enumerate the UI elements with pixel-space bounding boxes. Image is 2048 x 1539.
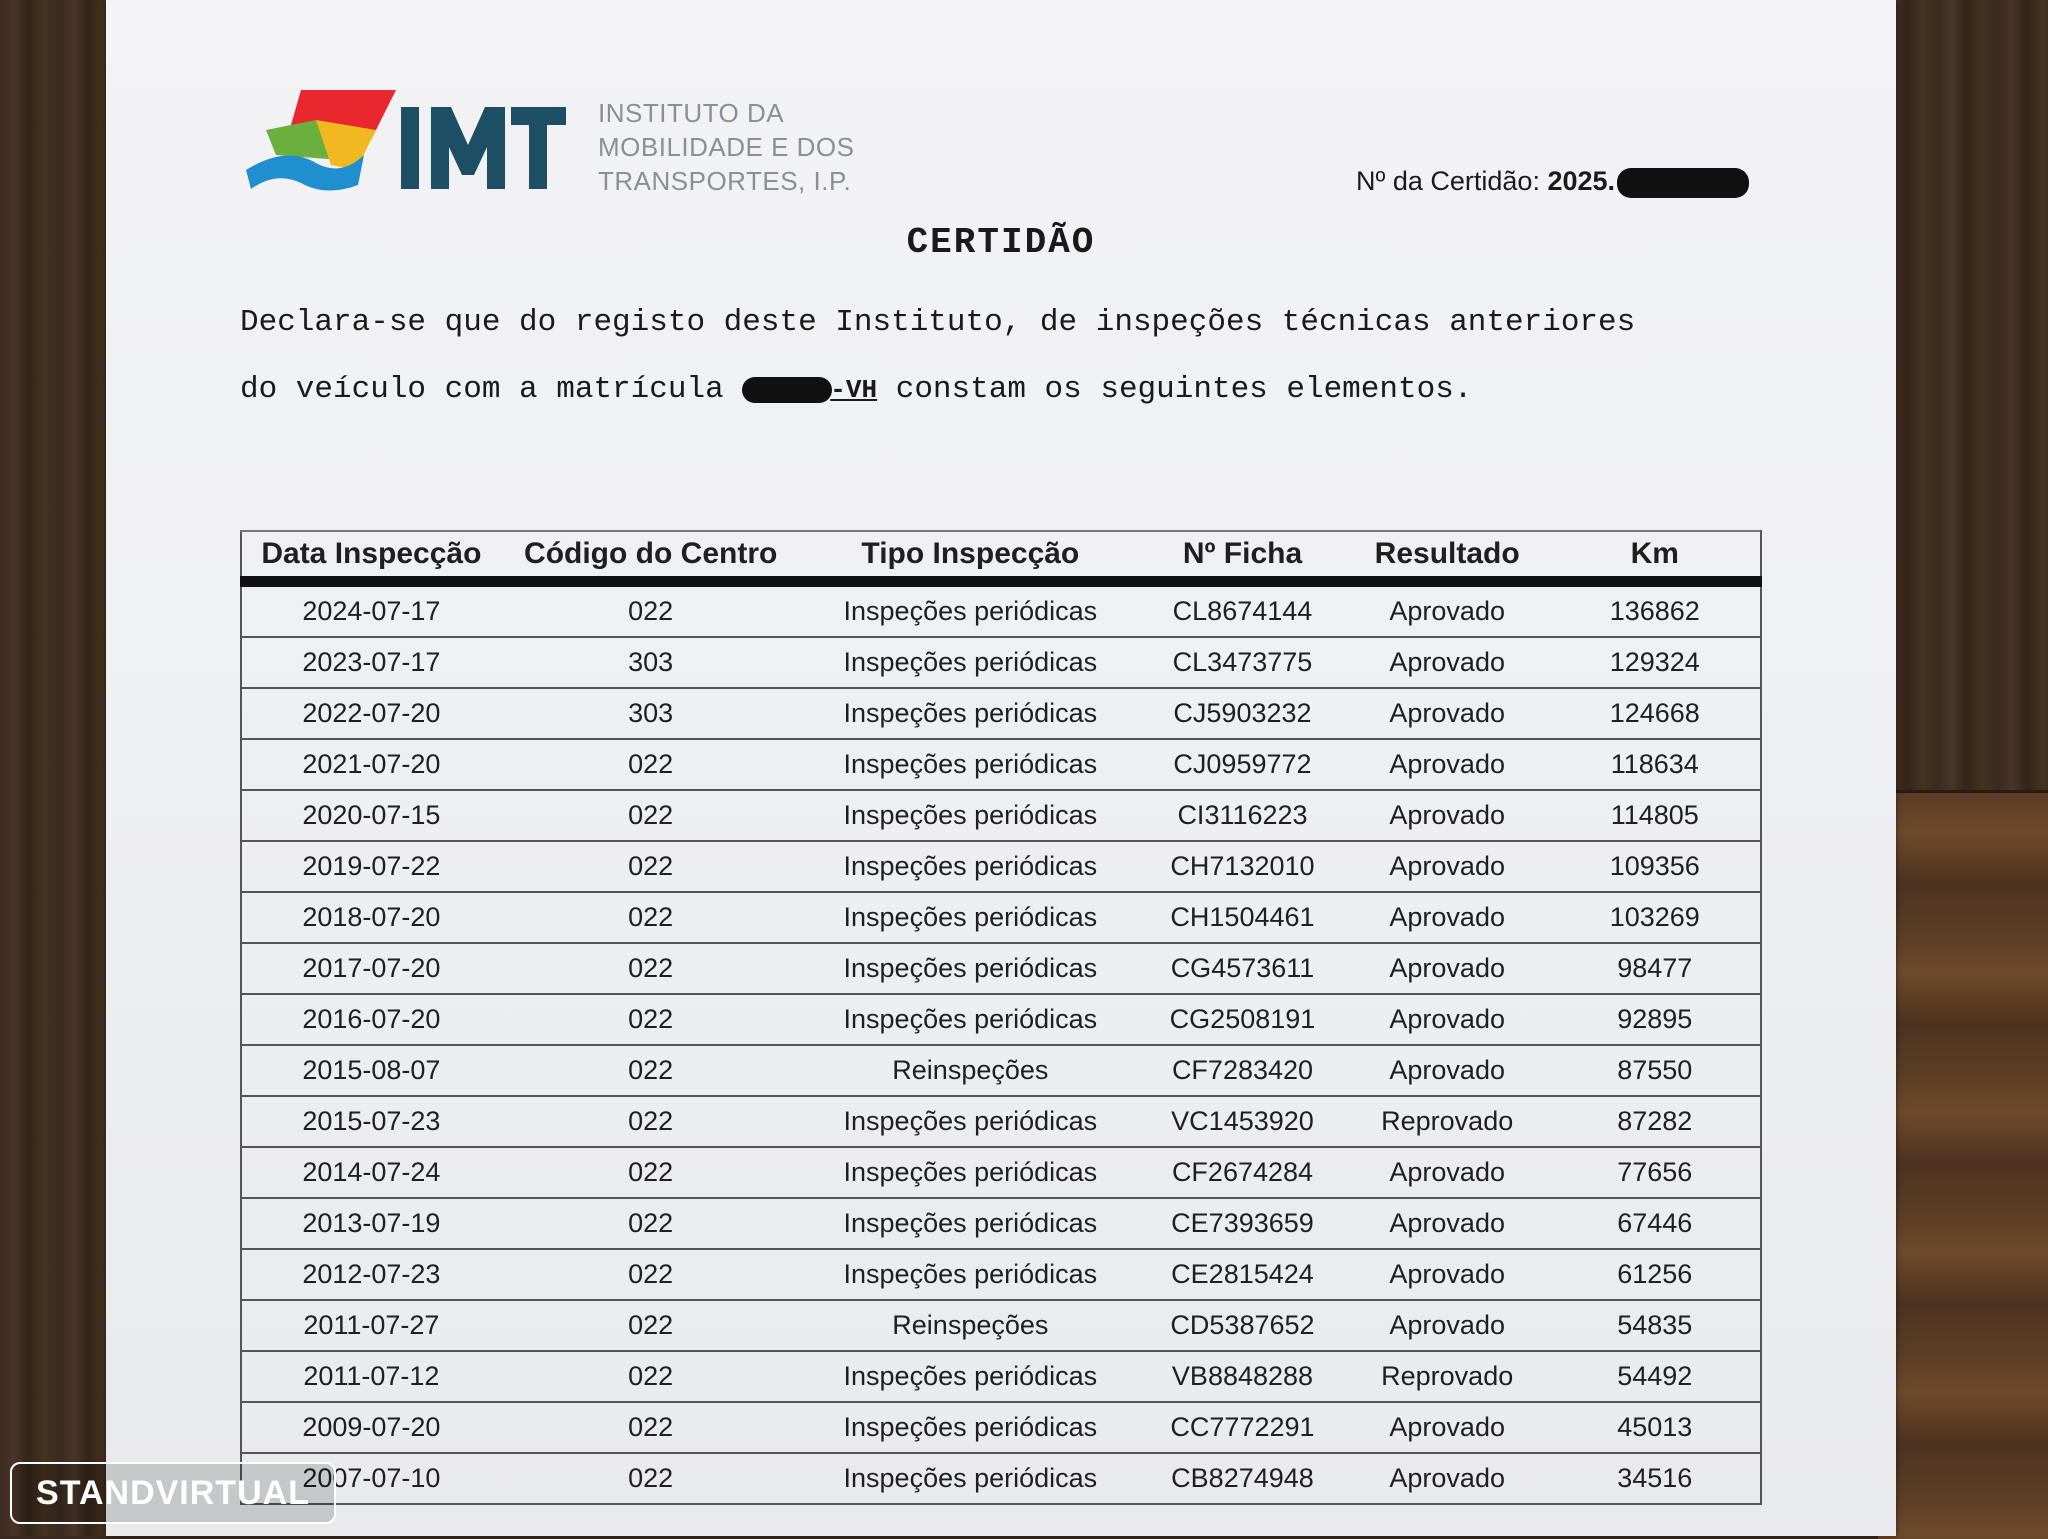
- institute-line-2: MOBILIDADE E DOS: [598, 132, 855, 162]
- cell-inspection-type: Inspeções periódicas: [801, 1351, 1141, 1402]
- cell-date: 2013-07-19: [241, 1198, 501, 1249]
- cell-inspection-type: Inspeções periódicas: [801, 1198, 1141, 1249]
- cell-km: 45013: [1550, 1402, 1761, 1453]
- column-header-inspection-type: Tipo Inspecção: [801, 531, 1141, 582]
- cell-sheet-number: CJ0959772: [1140, 739, 1345, 790]
- cell-date: 2015-08-07: [241, 1045, 501, 1096]
- cell-inspection-type: Inspeções periódicas: [801, 582, 1141, 638]
- cell-km: 124668: [1550, 688, 1761, 739]
- cell-inspection-type: Inspeções periódicas: [801, 892, 1141, 943]
- table-row: [241, 892, 1761, 943]
- cell-center-code: 303: [501, 637, 801, 688]
- certificate-number-label: Nº da Certidão:: [1356, 166, 1540, 196]
- cell-center-code: 022: [501, 1198, 801, 1249]
- cell-date: 2019-07-22: [241, 841, 501, 892]
- certificate-paper: [106, 0, 1896, 1536]
- cell-result: Reprovado: [1345, 1096, 1550, 1147]
- table-row: [241, 1351, 1761, 1402]
- table-row: [241, 943, 1761, 994]
- cell-km: 118634: [1550, 739, 1761, 790]
- cell-km: 129324: [1550, 637, 1761, 688]
- cell-sheet-number: CD5387652: [1140, 1300, 1345, 1351]
- cell-date: 2022-07-20: [241, 688, 501, 739]
- cell-inspection-type: Inspeções periódicas: [801, 739, 1141, 790]
- cell-date: 2007-07-10: [241, 1453, 501, 1504]
- cell-result: Aprovado: [1345, 1147, 1550, 1198]
- cell-km: 109356: [1550, 841, 1761, 892]
- table-row: [241, 841, 1761, 892]
- cell-sheet-number: VC1453920: [1140, 1096, 1345, 1147]
- cell-sheet-number: CJ5903232: [1140, 688, 1345, 739]
- imt-logo: [246, 85, 566, 195]
- wood-background-left: [0, 0, 110, 1536]
- cell-date: 2023-07-17: [241, 637, 501, 688]
- cell-sheet-number: CH7132010: [1140, 841, 1345, 892]
- wood-background-right: [1878, 0, 2048, 1536]
- cell-result: Aprovado: [1345, 688, 1550, 739]
- column-header-sheet-number: Nº Ficha: [1140, 531, 1345, 582]
- cell-inspection-type: Inspeções periódicas: [801, 790, 1141, 841]
- cell-km: 34516: [1550, 1453, 1761, 1504]
- table-row: [241, 1402, 1761, 1453]
- cell-sheet-number: CL3473775: [1140, 637, 1345, 688]
- cell-sheet-number: CF2674284: [1140, 1147, 1345, 1198]
- table-row: [241, 1249, 1761, 1300]
- cell-sheet-number: VB8848288: [1140, 1351, 1345, 1402]
- cell-result: Aprovado: [1345, 739, 1550, 790]
- table-row: [241, 637, 1761, 688]
- cell-km: 67446: [1550, 1198, 1761, 1249]
- cell-center-code: 022: [501, 582, 801, 638]
- table-row: [241, 739, 1761, 790]
- cell-result: Aprovado: [1345, 1453, 1550, 1504]
- cell-result: Reprovado: [1345, 1351, 1550, 1402]
- cell-center-code: 022: [501, 1453, 801, 1504]
- declaration-line-2: [240, 372, 1800, 407]
- cell-inspection-type: Inspeções periódicas: [801, 1096, 1141, 1147]
- cell-km: 87550: [1550, 1045, 1761, 1096]
- cell-sheet-number: CG2508191: [1140, 994, 1345, 1045]
- plate-redaction-mark: [742, 377, 832, 403]
- imt-logo-mark: [246, 85, 566, 195]
- cell-km: 77656: [1550, 1147, 1761, 1198]
- column-header-km: Km: [1550, 531, 1761, 582]
- cell-inspection-type: Inspeções periódicas: [801, 1147, 1141, 1198]
- cell-center-code: 022: [501, 1096, 801, 1147]
- cell-center-code: 303: [501, 688, 801, 739]
- cell-km: 61256: [1550, 1249, 1761, 1300]
- cell-result: Aprovado: [1345, 1300, 1550, 1351]
- cell-km: 114805: [1550, 790, 1761, 841]
- table-row: [241, 1453, 1761, 1504]
- cell-result: Aprovado: [1345, 943, 1550, 994]
- cell-date: 2011-07-12: [241, 1351, 501, 1402]
- table-row: [241, 688, 1761, 739]
- cell-center-code: 022: [501, 739, 801, 790]
- cell-km: 98477: [1550, 943, 1761, 994]
- cell-sheet-number: CE7393659: [1140, 1198, 1345, 1249]
- cell-inspection-type: Inspeções periódicas: [801, 841, 1141, 892]
- cell-sheet-number: CB8274948: [1140, 1453, 1345, 1504]
- cell-sheet-number: CF7283420: [1140, 1045, 1345, 1096]
- cell-inspection-type: Inspeções periódicas: [801, 994, 1141, 1045]
- cell-km: 54492: [1550, 1351, 1761, 1402]
- table-row: [241, 582, 1761, 638]
- institute-line-1: INSTITUTO DA: [598, 98, 785, 128]
- cell-km: 54835: [1550, 1300, 1761, 1351]
- cell-result: Aprovado: [1345, 1045, 1550, 1096]
- cell-center-code: 022: [501, 1249, 801, 1300]
- table-row: [241, 790, 1761, 841]
- cell-center-code: 022: [501, 1300, 801, 1351]
- cell-km: 92895: [1550, 994, 1761, 1045]
- cell-sheet-number: CG4573611: [1140, 943, 1345, 994]
- cell-result: Aprovado: [1345, 1198, 1550, 1249]
- cell-date: 2018-07-20: [241, 892, 501, 943]
- cell-date: 2011-07-27: [241, 1300, 501, 1351]
- declaration-line-1: Declara-se que do registo deste Instituto, de inspeções técnicas anteriores: [240, 305, 1636, 340]
- cell-center-code: 022: [501, 1045, 801, 1096]
- cell-sheet-number: CL8674144: [1140, 582, 1345, 638]
- cell-date: 2021-07-20: [241, 739, 501, 790]
- cell-center-code: 022: [501, 790, 801, 841]
- license-plate: [742, 375, 877, 405]
- cell-inspection-type: Inspeções periódicas: [801, 1249, 1141, 1300]
- cell-result: Aprovado: [1345, 892, 1550, 943]
- cell-sheet-number: CH1504461: [1140, 892, 1345, 943]
- column-header-result: Resultado: [1345, 531, 1550, 582]
- cell-center-code: 022: [501, 892, 801, 943]
- cell-date: 2009-07-20: [241, 1402, 501, 1453]
- table-row: [241, 1045, 1761, 1096]
- cell-date: 2020-07-15: [241, 790, 501, 841]
- cell-inspection-type: Inspeções periódicas: [801, 943, 1141, 994]
- cell-center-code: 022: [501, 1147, 801, 1198]
- institute-name: [598, 96, 858, 198]
- institute-line-3: TRANSPORTES, I.P.: [598, 166, 852, 196]
- cell-center-code: 022: [501, 1351, 801, 1402]
- redaction-mark: [1617, 168, 1749, 198]
- table-row: [241, 1147, 1761, 1198]
- cell-result: Aprovado: [1345, 1249, 1550, 1300]
- certificate-number-value: 2025.: [1547, 166, 1616, 196]
- cell-date: 2017-07-20: [241, 943, 501, 994]
- declaration-line-2-start: do veículo com a matrícula: [240, 372, 743, 407]
- cell-center-code: 022: [501, 994, 801, 1045]
- inspection-table: [240, 530, 1762, 1505]
- cell-date: 2015-07-23: [241, 1096, 501, 1147]
- cell-sheet-number: CC7772291: [1140, 1402, 1345, 1453]
- cell-result: Aprovado: [1345, 637, 1550, 688]
- cell-result: Aprovado: [1345, 1402, 1550, 1453]
- table-row: [241, 994, 1761, 1045]
- cell-date: 2012-07-23: [241, 1249, 501, 1300]
- cell-result: Aprovado: [1345, 994, 1550, 1045]
- standvirtual-watermark: STANDVIRTUAL: [10, 1462, 336, 1524]
- table-row: [241, 1300, 1761, 1351]
- cell-inspection-type: Inspeções periódicas: [801, 688, 1141, 739]
- table-header-row: [241, 531, 1761, 582]
- cell-km: 87282: [1550, 1096, 1761, 1147]
- table-row: [241, 1198, 1761, 1249]
- cell-inspection-type: Inspeções periódicas: [801, 1402, 1141, 1453]
- cell-inspection-type: Inspeções periódicas: [801, 637, 1141, 688]
- cell-result: Aprovado: [1345, 841, 1550, 892]
- cell-result: Aprovado: [1345, 582, 1550, 638]
- cell-center-code: 022: [501, 943, 801, 994]
- cell-date: 2016-07-20: [241, 994, 501, 1045]
- certificate-number: [1356, 166, 1749, 198]
- document-title: CERTIDÃO: [906, 222, 1096, 263]
- cell-inspection-type: Reinspeções: [801, 1045, 1141, 1096]
- cell-km: 136862: [1550, 582, 1761, 638]
- cell-sheet-number: CI3116223: [1140, 790, 1345, 841]
- cell-date: 2024-07-17: [241, 582, 501, 638]
- table-row: [241, 1096, 1761, 1147]
- cell-sheet-number: CE2815424: [1140, 1249, 1345, 1300]
- cell-result: Aprovado: [1345, 790, 1550, 841]
- cell-date: 2014-07-24: [241, 1147, 501, 1198]
- cell-inspection-type: Inspeções periódicas: [801, 1453, 1141, 1504]
- cell-km: 103269: [1550, 892, 1761, 943]
- declaration-line-2-end: constam os seguintes elementos.: [877, 372, 1473, 407]
- cell-center-code: 022: [501, 841, 801, 892]
- license-plate-suffix: -VH: [830, 375, 878, 405]
- cell-inspection-type: Reinspeções: [801, 1300, 1141, 1351]
- column-header-center-code: Código do Centro: [501, 531, 801, 582]
- column-header-date: Data Inspecção: [241, 531, 501, 582]
- cell-center-code: 022: [501, 1402, 801, 1453]
